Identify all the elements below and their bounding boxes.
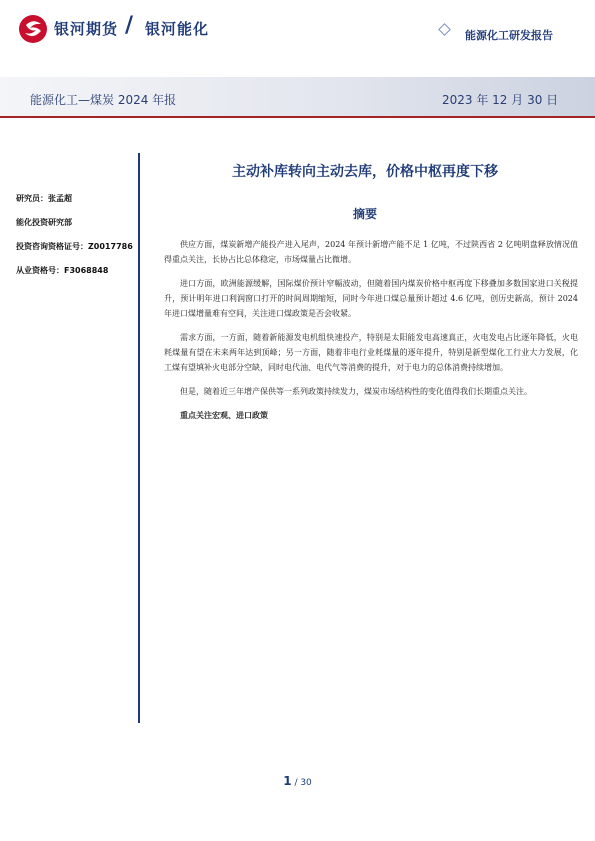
- page-title: 主动补库转向主动去库，价格中枢再度下移: [232, 164, 498, 180]
- brand-primary: 银河期货: [54, 20, 119, 38]
- department: 能化投资研究部: [16, 218, 72, 227]
- key-focus: 重点关注宏观、进口政策: [180, 411, 268, 420]
- report-date: 2023 年 12 月 30 日: [442, 93, 559, 107]
- brand-secondary: 银河能化: [145, 20, 210, 38]
- paragraph-demand: 需求方面，一方面，随着新能源发电机组快速投产，特别是太阳能发电高速真正，火电发电占比逐年降低，火电耗煤量有望在未来两年达到顶峰；另一方面，随着非电行业耗煤量的逐年提升，特别是新型煤化工行业大力发展，化工煤有望填补火电部分空缺，同时电代油、电代气等消费的提升，对于电力的总体消费持续增加。: [164, 333, 578, 372]
- report-type: 能源化工研发报告: [465, 29, 553, 42]
- page-header: [0, 0, 595, 56]
- report-name: 能源化工—煤炭 2024 年报: [30, 93, 177, 107]
- title-bar-rule: [0, 116, 595, 118]
- page-current: 1: [283, 774, 292, 788]
- abstract-body: [164, 237, 578, 432]
- galaxy-logo-icon: [18, 14, 48, 44]
- vertical-divider: [138, 153, 140, 723]
- page-total: / 30: [294, 778, 312, 788]
- brand-divider: /: [125, 13, 134, 38]
- researcher: 研究员：张孟超: [16, 194, 72, 203]
- paragraph-import: 进口方面，欧洲能源缓解，国际煤价预计窄幅波动，但随着国内煤炭价格中枢再度下移叠加多数国家进口关税提升，预计明年进口利润窗口打开的时间周期缩短，同时今年进口煤总量预计超过 4.6 亿吨，创历史新高，预计 2024 年进口煤增量难有空间，关注进口煤政策是否会收紧。: [164, 279, 578, 318]
- diamond-icon: [438, 23, 451, 36]
- author-info: [16, 193, 134, 289]
- page-number: [0, 774, 595, 788]
- practice-cert: 从业资格号：F3068848: [16, 266, 109, 275]
- consulting-cert: 投资咨询资格证号：Z0017786: [16, 242, 133, 251]
- abstract-heading: 摘要: [352, 207, 377, 221]
- paragraph-conclusion: 但是，随着近三年增产保供等一系列政策持续发力，煤炭市场结构性的变化值得我们长期重点关注。: [180, 387, 532, 396]
- paragraph-supply: 供应方面，煤炭新增产能投产进入尾声，2024 年预计新增产能不足 1 亿吨，不过陕西省 2 亿吨明盘释放情况值得重点关注，长协占比总体稳定，市场煤量占比微增。: [164, 240, 578, 264]
